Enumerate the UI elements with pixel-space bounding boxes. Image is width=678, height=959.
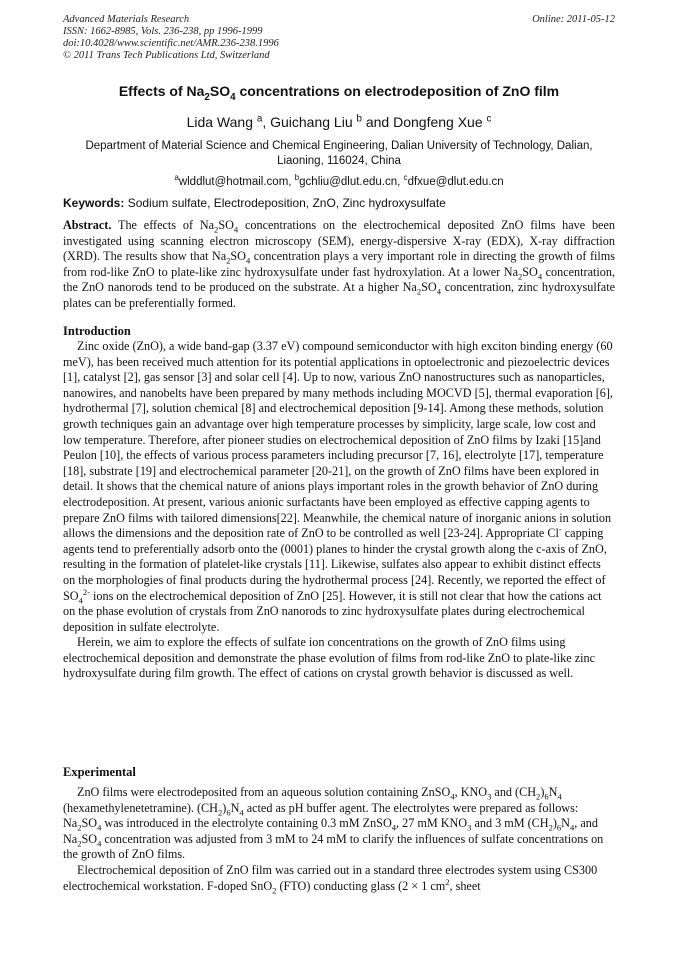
email-list <box>63 175 615 190</box>
experimental-paragraph: Electrochemical deposition of ZnO film was carried out in a standard three electrodes system using CS300 electrochemical workstation. F-doped SnO$_2$ (FTO) conducting glass (2 × 1 $cm^2$, sheet <box>63 862 598 895</box>
experimental-heading: Experimental <box>63 765 136 779</box>
email-address[interactable]: dfxue@dlut.edu.cn <box>407 176 504 188</box>
introduction-heading: Introduction <box>63 324 131 338</box>
author-name: Guichang Liu <box>270 114 353 130</box>
email-address[interactable]: wlddlut@hotmail.com <box>178 176 289 188</box>
introduction-body <box>63 339 615 682</box>
abstract <box>63 218 615 312</box>
author-list <box>63 113 615 131</box>
title-subscript: 4 <box>230 91 236 103</box>
author-mark: c <box>486 113 492 125</box>
email-mark: a <box>174 173 179 183</box>
journal-header <box>63 14 615 62</box>
title-part: SO <box>209 83 231 99</box>
title-subscript: 2 <box>204 91 210 103</box>
author <box>270 114 393 130</box>
issn-line: ISSN: 1662-8985, Vols. 236-238, pp 1996-1999 <box>63 26 263 37</box>
title-part: Effects of Na <box>118 83 205 99</box>
title-part: concentrations on electrodeposition of ZnO film <box>235 83 560 99</box>
intro-paragraph: Herein, we aim to explore the effects of sulfate ion concentrations on the growth of ZnO films using electrochemical deposition and demonstrate the phase evolution of films from rod-like ZnO to plate-like zinc hydroxysulfate during film growth. The effect of cations on crystal growth behavior is discussed as well. <box>63 635 596 681</box>
keywords-label: Keywords: <box>63 196 125 210</box>
author-mark: a <box>256 113 263 125</box>
author-separator: and <box>361 114 394 130</box>
email-separator: , <box>288 176 295 188</box>
email-address[interactable]: gchliu@dlut.edu.cn <box>299 176 398 188</box>
experimental-paragraph: ZnO films were electrodeposited from an aqueous solution containing ZnSO$_4$, $KNO_3$ and $(CH_2)_6N_4$ (hexamethylenetetramine). $(CH_2)_6N_4$ acted as pH buffer agent. The electrolytes were prepared as follows: $Na_2SO_4$ was introduced in the electrolyte containing 0.3 mM ZnSO$_4$, 27 mM $KNO_3$ and 3 mM $(CH_2)_6N_4$, and $Na_2SO_4$ concentration was adjusted from 3 mM to 24 mM to clarify the influences of sulfate concentrations on the growth of ZnO films. <box>63 785 604 862</box>
author <box>187 114 271 130</box>
email-mark: c <box>403 173 408 183</box>
experimental-body <box>63 785 615 894</box>
abstract-text: The effects of $Na_2SO_4$ concentrations on the electrochemical deposited ZnO films have been investigated using scanning electron microscopy (SEM), energy-dispersive X-ray (EDX), X-ray diffraction (XRD). The results show that $Na_2SO_4$ concentration plays a very important role in directing the growth of films from rod-like ZnO to plate-like zinc hydroxysulfate under fast hydroxylation. At a lower $Na_2SO_4$ concentration, the ZnO nanorods tend to be produced on the substrate. At a higher $Na_2SO_4$ concentration, zinc hydroxysulfate plates can be preferentially formed. <box>63 218 616 310</box>
keywords-line <box>63 196 615 211</box>
author-separator: , <box>262 114 271 130</box>
abstract-label: Abstract. <box>63 218 112 232</box>
author-mark: b <box>356 113 362 125</box>
copyright-line: © 2011 Trans Tech Publications Ltd, Switzerland <box>63 50 270 61</box>
author <box>393 114 491 130</box>
email-separator: , <box>397 176 404 188</box>
affiliation: Department of Material Science and Chemical Engineering, Dalian University of Technology, Dalian, Liaoning, 116024, China <box>85 140 593 167</box>
keywords-text: Sodium sulfate, Electrodeposition, ZnO, Zinc hydroxysulfate <box>127 196 446 210</box>
doi-line: doi:10.4028/www.scientific.net/AMR.236-238.1996 <box>63 38 279 49</box>
author-name: Lida Wang <box>186 114 253 130</box>
paper-title <box>63 82 615 103</box>
journal-name: Advanced Materials Research <box>63 14 190 25</box>
intro-paragraph: Zinc oxide (ZnO), a wide band-gap (3.37 eV) compound semiconductor with high exciton binding energy (60 meV), has been received much attention for its potential applications in optoelectronic and piezoelectric devices [1], catalyst [2], gas sensor [3] and solar cell [4]. Up to now, various ZnO nanostructures such as nanoparticles, nanowires, and nanobelts have been prepared by many methods including MOCVD [5], thermal evaporation [6], hydrothermal [7], solution chemical [8] and electrochemical deposition [9-14]. Among these methods, solution growth techniques gain an advantage over high temperature processes by simplicity, large scale, low cost and low temperature. Therefore, after pioneer studies on electrochemical deposition of ZnO films by Izaki [15]and Peulon [10], the effects of various process parameters including precursor [7, 16], electrolyte [17], temperature [18], substrate [19] and electrochemical parameter [20-21], on the growth of ZnO films have been explored in detail. It shows that the chemical nature of anions plays important roles in the growth behavior of ZnO during electrodeposition. At present, various anionic surfactants have been employed as effective capping agents to prepare ZnO films with tailored dimensions[22]. Meanwhile, the chemical nature of inorganic anions in solution allows the dimensions and the deposition rate of ZnO to be controlled as well [23-24]. Appropriate Cl- capping agents tend to preferentially adsorb onto the (0001) planes to hinder the crystal growth along the c-axis of ZnO, resulting in the formation of platelet-like crystals [11]. Likewise, sulfates also appear to exhibit distinct effects on the morphologies of final products during the hydrothermal process [24]. Recently, we reported the effect of $SO_4^{2-}$ ions on the electrochemical deposition of ZnO [25]. However, it is still not clear that how the cations act on the phase evolution of crystals from ZnO nanorods to zinc hydroxysulfate plates during electrochemical deposition in sulfate electrolyte. <box>63 339 613 634</box>
author-name: Dongfeng Xue <box>393 114 483 130</box>
online-date: Online: 2011-05-12 <box>532 14 615 25</box>
email-mark: b <box>294 173 300 183</box>
